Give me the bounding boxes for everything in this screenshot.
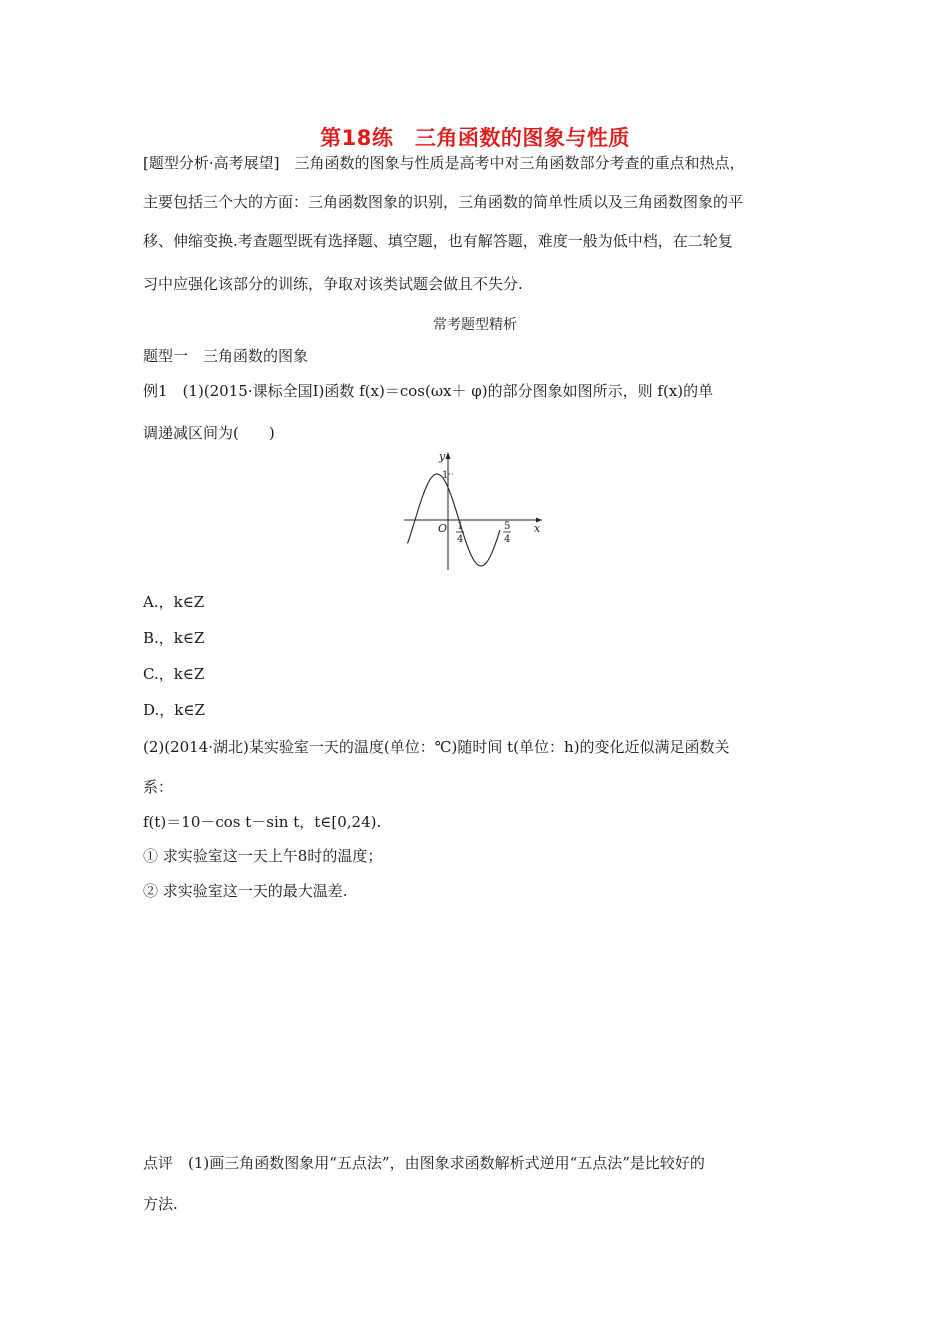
x-axis-label: x (534, 522, 541, 535)
comment-line-1: 点评 (1)画三角函数图象用“五点法”，由图象求函数解析式逆用“五点法”是比较好的 (143, 1154, 705, 1172)
example-1-line-2: 调递减区间为( ) (143, 424, 275, 442)
tick-five-quarters (503, 521, 511, 545)
type-heading: 题型一 三角函数的图象 (143, 347, 309, 365)
tick-one-quarter-num: 1 (457, 521, 464, 532)
cosine-graph (400, 448, 550, 573)
page-title: 第18练 三角函数的图象与性质 (320, 126, 630, 150)
example-1-line-1: 例1 (1)(2015·课标全国Ⅰ)函数 f(x)＝cos(ωx＋ φ)的部分图象如图所示，则 f(x)的单 (143, 382, 714, 400)
intro-line-4: 习中应强化该部分的训练，争取对该类试题会做且不失分. (143, 275, 523, 293)
y-axis-arrow (446, 452, 451, 459)
option-b: B.，k∈Z (143, 629, 205, 647)
option-a: A.，k∈Z (143, 593, 205, 611)
part-2-formula: f(t)＝10－cos t－sin t，t∈[0,24). (143, 813, 382, 831)
part-2-line-1: (2)(2014·湖北)某实验室一天的温度(单位：℃)随时间 t(单位：h)的变化近似满足函数关 (143, 738, 730, 756)
y-axis-label: y (439, 450, 446, 463)
option-c: C.，k∈Z (143, 665, 205, 683)
intro-line-3: 移、伸缩变换.考查题型既有选择题、填空题，也有解答题，难度一般为低中档，在二轮复 (143, 232, 733, 250)
origin-label: O (438, 522, 448, 535)
tick-five-quarters-num: 5 (504, 521, 511, 532)
y-one-label: 1 (442, 470, 449, 481)
section-heading: 常考题型精析 (433, 317, 517, 333)
tick-one-quarter-den: 4 (457, 534, 464, 545)
intro-line-2: 主要包括三个大的方面：三角函数图象的识别，三角函数的简单性质以及三角函数图象的平 (143, 193, 744, 211)
question-2: ② 求实验室这一天的最大温差. (143, 882, 348, 900)
comment-line-2: 方法. (143, 1195, 178, 1213)
part-2-line-2: 系： (143, 778, 174, 796)
tick-five-quarters-den: 4 (504, 534, 511, 545)
option-d: D.，k∈Z (143, 701, 205, 719)
intro-line-1: [题型分析·高考展望] 三角函数的图象与性质是高考中对三角函数部分考查的重点和热点， (143, 154, 745, 172)
question-1: ① 求实验室这一天上午8时的温度； (143, 847, 383, 865)
